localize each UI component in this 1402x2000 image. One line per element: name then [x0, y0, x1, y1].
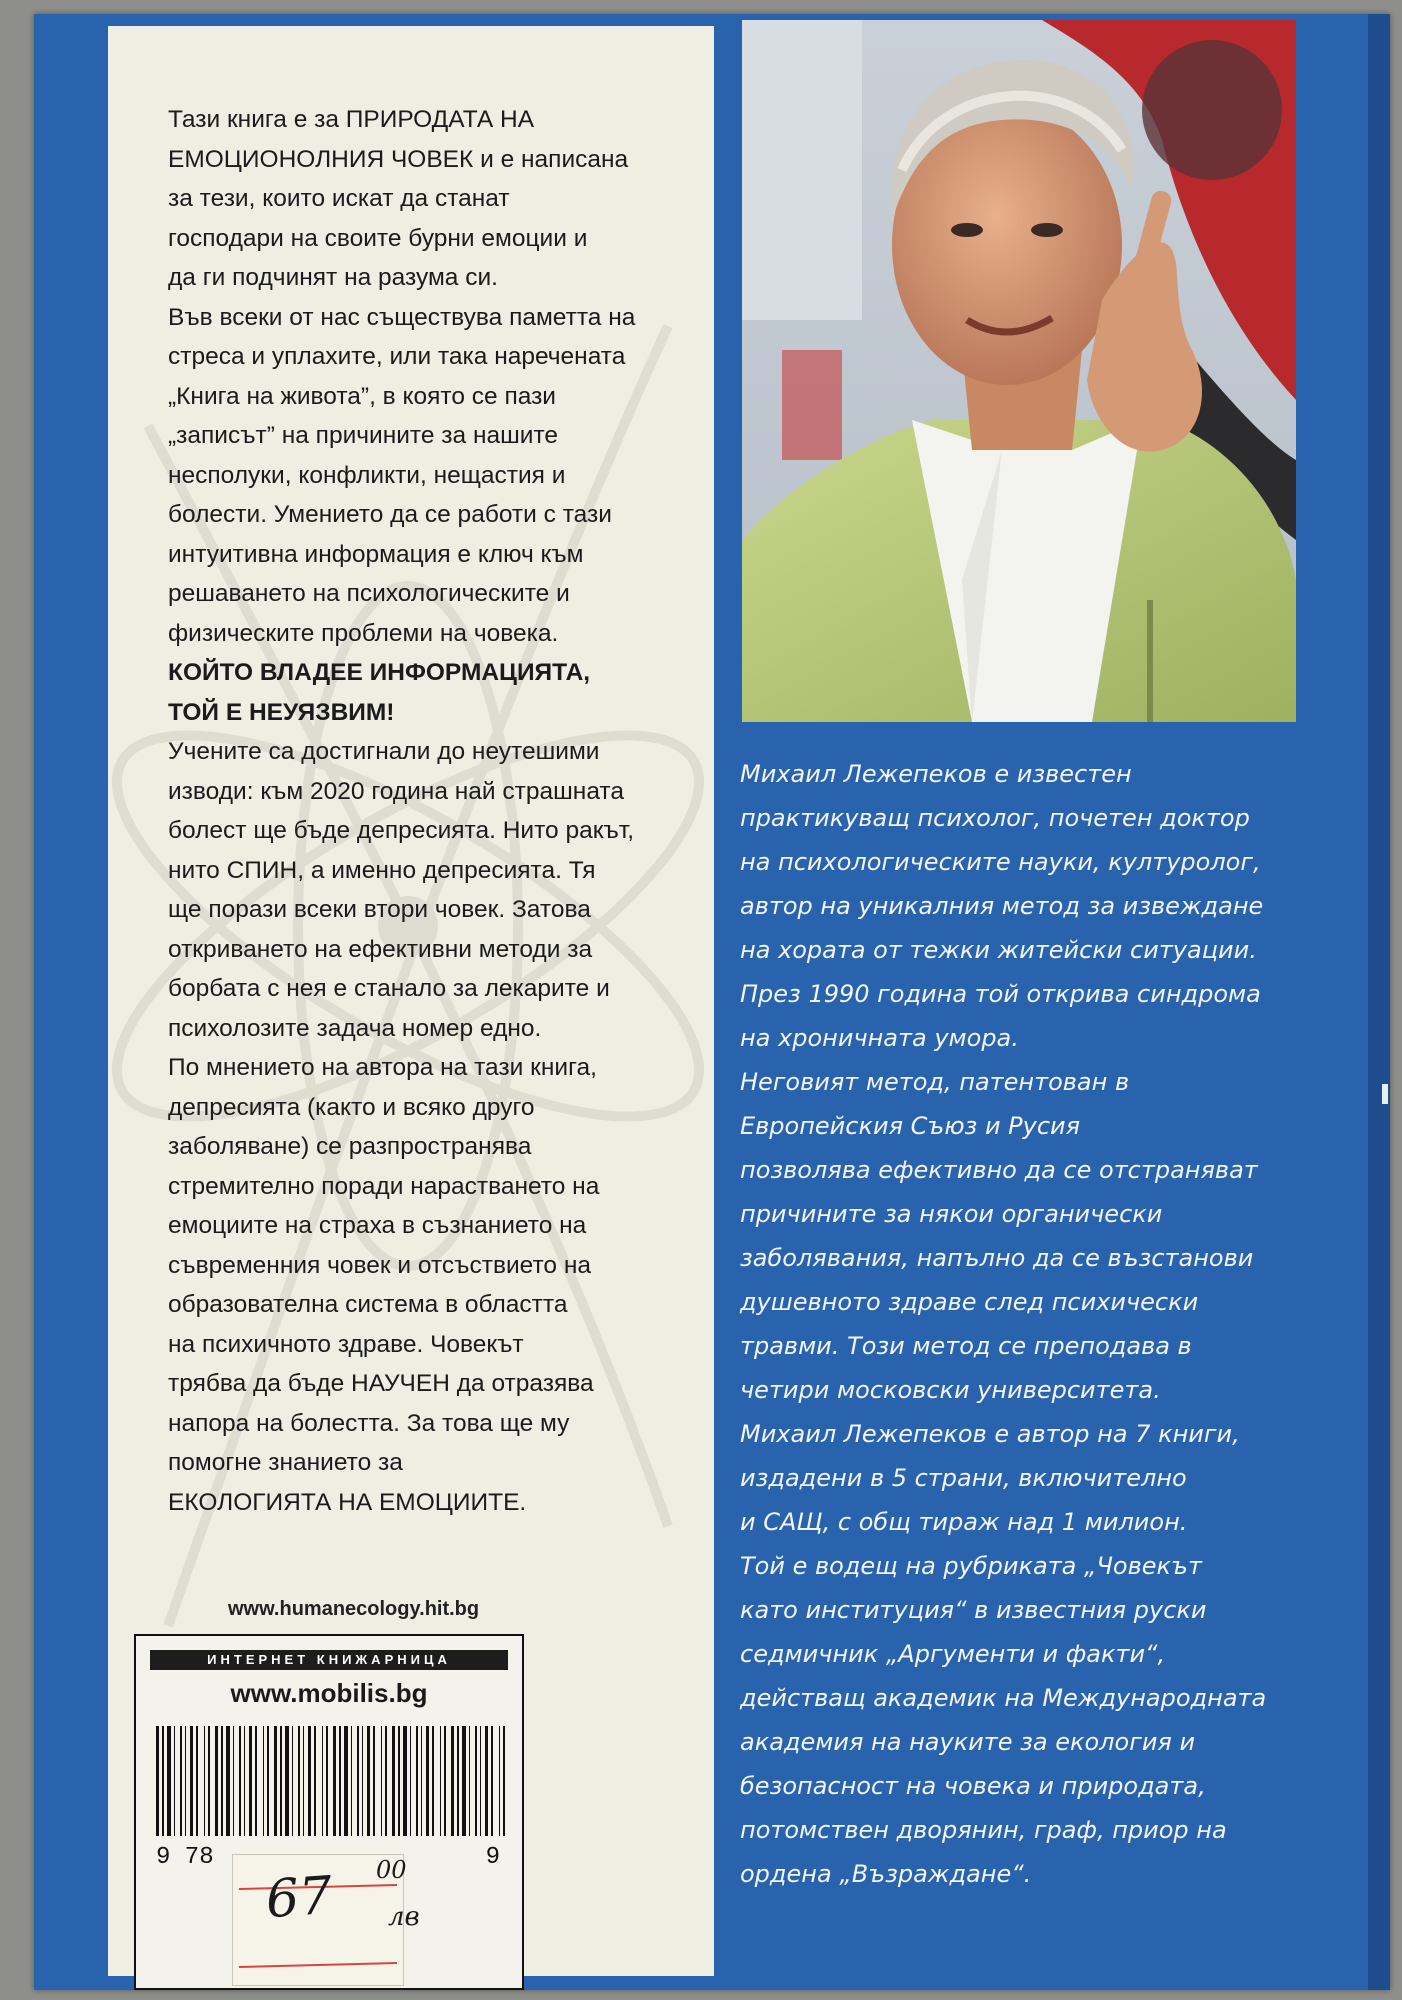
barcode-bar — [367, 1726, 370, 1836]
barcode-bar — [162, 1726, 164, 1836]
barcode-bar — [267, 1726, 269, 1836]
barcode-bar — [440, 1726, 441, 1836]
barcode-bar — [373, 1726, 375, 1836]
barcode-bar — [215, 1726, 218, 1836]
barcode-bar — [255, 1726, 257, 1836]
barcode-bar — [475, 1726, 477, 1836]
bio-paragraph: Неговият метод, патентован в Европейския Съюз и Русия позволява ефективно да се отстраняват причините за някои органически заболявания, напълно да се възстанови душевното здраве след психически травми. Този метод се преподава в четири московски университета. — [740, 1068, 1258, 1404]
barcode-bar — [457, 1726, 459, 1836]
bio-paragraph: Михаил Лежепеков е автор на 7 книги, издадени в 5 страни, включително и САЩ, с общ тираж над 1 милион. — [740, 1420, 1240, 1536]
blurb-paragraph: По мнението на автора на тази книга, депресията (както и всяко друго заболяване) се разпространява стремително поради нарастването на емоциите на страха в съзнанието на съвременния човек и отсъствието на образователна система в областта на психичното здраве. Човекът трябва да бъде НАУЧЕН да отразява напора на болестта. За това ще му помогне знанието за ЕКОЛОГИЯТА НА ЕМОЦИИТЕ. — [168, 1054, 600, 1516]
barcode-bar — [385, 1726, 387, 1836]
barcode-bar — [263, 1726, 264, 1836]
barcode-bar — [249, 1726, 252, 1836]
barcode-bar — [398, 1726, 400, 1836]
barcode-bar — [221, 1726, 223, 1836]
bio-paragraph: Той е водещ на рубриката „Човекът като институция“ в известния руски седмичник „Аргументи и факти“, действащ академик на Международната академия на науките за екология и безопасност на човека и природата, потомствен дворянин, граф, приор на ордена „Възраждане“. — [740, 1552, 1267, 1888]
barcode-bar — [421, 1726, 422, 1836]
barcode-bar — [208, 1726, 210, 1836]
barcode-bar — [322, 1726, 323, 1836]
blurb-paragraph: Във всеки от нас съществува паметта на стреса и уплахите, или така наречената „Книга на живота”, в която се пази „записът” на причините за нашите несполуки, конфликти, нещастия и болести. Умението да се работи с тази интуитивна информация е ключ към решаването на психологическите и физическите проблеми на човека. — [168, 303, 636, 647]
price-currency: лв — [388, 1902, 420, 1932]
barcode-bar — [204, 1726, 205, 1836]
barcode-bar — [351, 1726, 352, 1836]
barcode-bar — [403, 1726, 407, 1836]
barcode-bar — [292, 1726, 293, 1836]
barcode-bar — [333, 1726, 336, 1836]
barcode-bar — [308, 1726, 311, 1836]
author-bio — [740, 752, 1360, 1896]
blurb-text — [168, 100, 714, 1522]
barcode-bar — [156, 1726, 159, 1836]
blurb-slogan: КОЙТО ВЛАДЕЕ ИНФОРМАЦИЯТА, ТОЙ Е НЕУЯЗВИМ! — [168, 659, 591, 726]
isbn-right-digit: 9 — [485, 1844, 500, 1871]
barcode-bar — [432, 1726, 434, 1836]
barcode-bar — [462, 1726, 466, 1836]
spine-mark — [1382, 1084, 1388, 1104]
barcode-bar — [196, 1726, 198, 1836]
barcode-bar — [185, 1726, 186, 1836]
barcode-bar — [426, 1726, 429, 1836]
barcode-bar — [326, 1726, 328, 1836]
barcode-bar — [167, 1726, 171, 1836]
barcode-bar — [503, 1726, 505, 1836]
barcode-bar — [233, 1726, 234, 1836]
barcode-bar — [298, 1726, 300, 1836]
barcode-bar — [339, 1726, 341, 1836]
barcode-bar — [285, 1726, 289, 1836]
barcode-bar — [469, 1726, 470, 1836]
barcode-bar — [190, 1726, 193, 1836]
barcode-bar — [303, 1726, 304, 1836]
price-cents: 00 — [376, 1856, 407, 1884]
barcode-bar — [392, 1726, 395, 1836]
barcode-bar — [274, 1726, 277, 1836]
barcode-bar — [485, 1726, 488, 1836]
retail-label — [134, 1634, 524, 1990]
isbn-left-digits: 9 78 — [156, 1844, 214, 1871]
barcode-bar — [451, 1726, 454, 1836]
blurb-paragraph: Тази книга е за ПРИРОДАТА НА ЕМОЦИОНОЛНИЯ ЧОВЕК и е написана за тези, които искат да станат господари на своите бурни емоции и да ги подчинят на разума си. — [168, 106, 629, 291]
barcode-bar — [239, 1726, 241, 1836]
barcode-bar — [344, 1726, 348, 1836]
blurb-paragraph: Учените са достигнали до неутешими изводи: към 2020 година най страшната болест ще бъде депресията. Нито ракът, нито СПИН, а именно депресията. Тя ще порази всеки втори човек. Затова откриването на ефективни методи за борбата с нея е станало за лекарите и психолозите задача номер едно. — [168, 738, 635, 1042]
barcode-bar — [410, 1726, 411, 1836]
barcode-bar — [314, 1726, 316, 1836]
barcode-bar — [480, 1726, 481, 1836]
shop-banner: ИНТЕРНЕТ КНИЖАРНИЦА — [150, 1650, 508, 1670]
bio-paragraph: Михаил Лежепеков е известен практикуващ психолог, почетен доктор на психологическите науки, културолог, автор на уникалния метод за извеждане на хората от тежки житейски ситуации. През 1990 година той открива синдрома на хроничната умора. — [740, 760, 1264, 1052]
barcode-bar — [499, 1726, 500, 1836]
barcode-bar — [491, 1726, 493, 1836]
shop-url: www.mobilis.bg — [230, 1678, 428, 1708]
author-photo — [742, 20, 1296, 722]
barcode-bar — [362, 1726, 363, 1836]
barcode-bar — [381, 1726, 382, 1836]
barcode-bar — [244, 1726, 245, 1836]
author-website: www.humanecology.hit.bg — [228, 1598, 480, 1620]
barcode-bar — [226, 1726, 230, 1836]
barcode-bar — [174, 1726, 175, 1836]
barcode-bar — [180, 1726, 182, 1836]
price-value: 67 — [263, 1865, 335, 1931]
book-back-cover — [34, 14, 1390, 1990]
barcode-bar — [280, 1726, 282, 1836]
barcode-bar — [444, 1726, 446, 1836]
barcode-icon — [156, 1726, 506, 1856]
barcode-bar — [416, 1726, 418, 1836]
barcode-bar — [357, 1726, 359, 1836]
author-portrait-icon — [742, 20, 1296, 722]
